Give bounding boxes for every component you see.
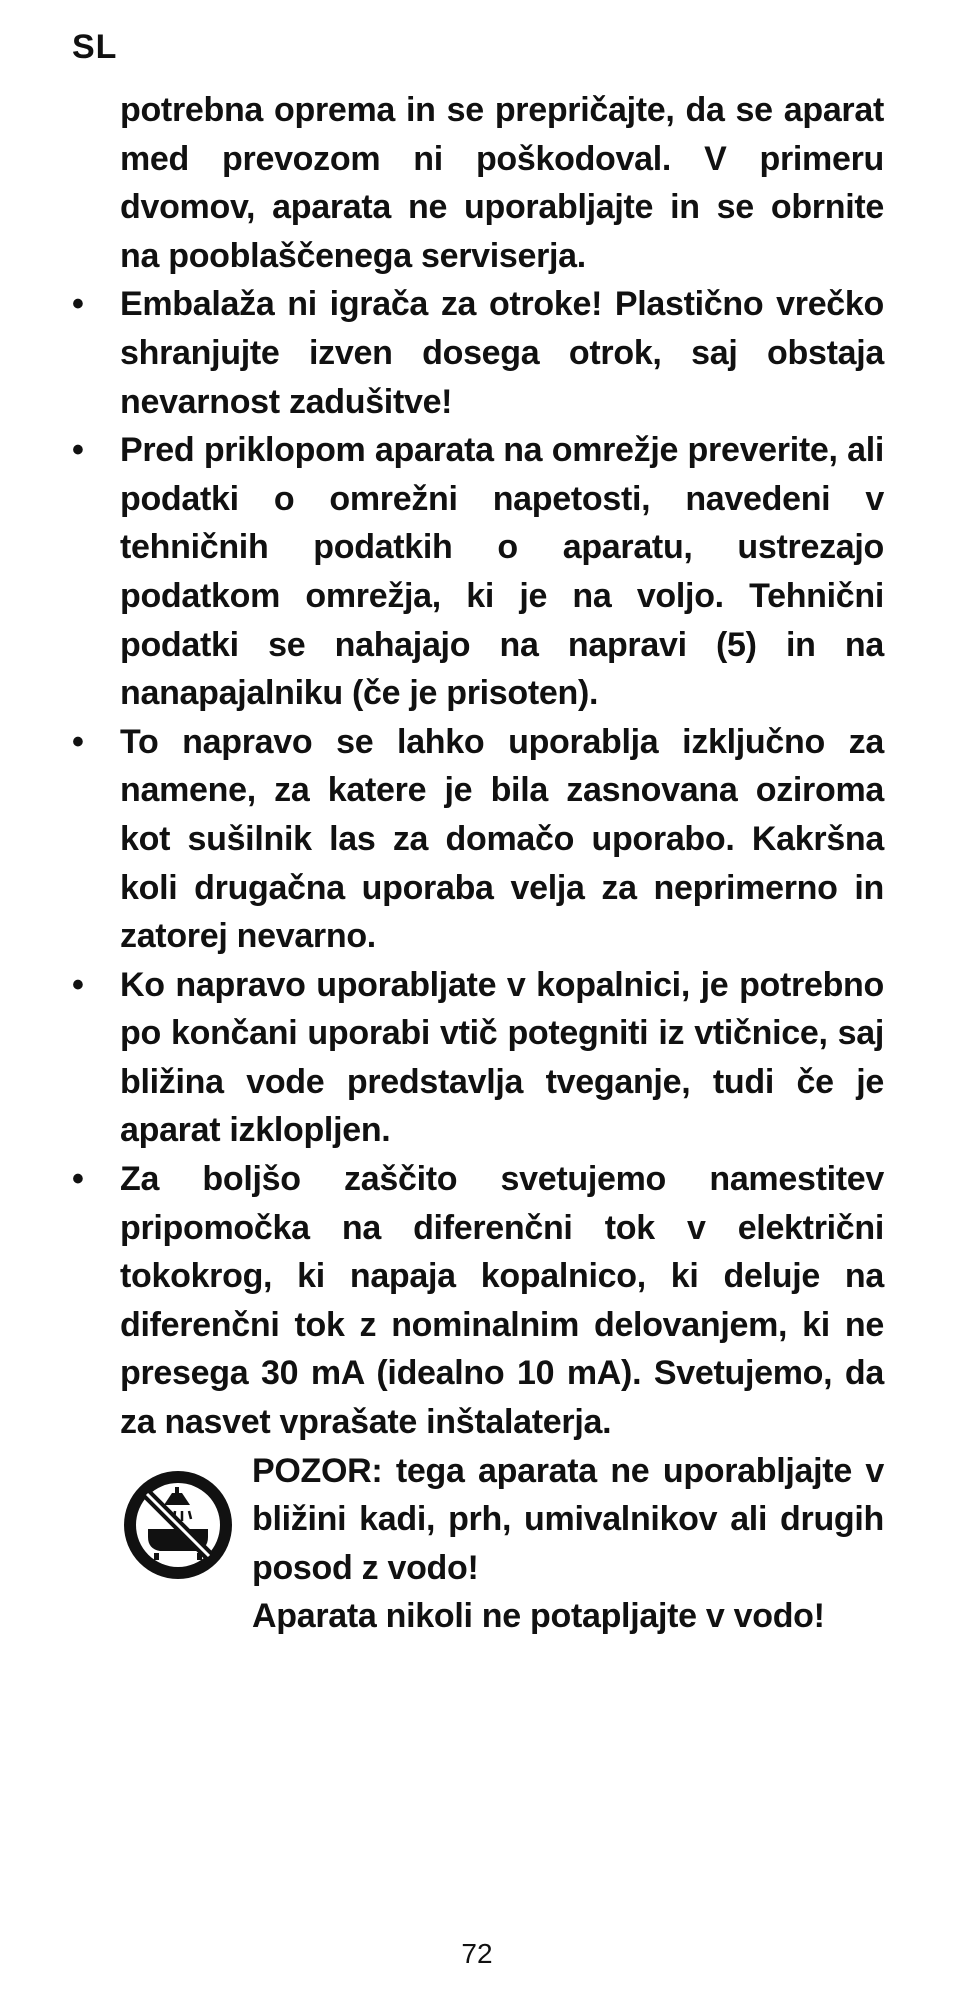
page-number: 72 xyxy=(461,1938,493,1969)
bullet-item xyxy=(72,718,884,961)
bullet-text: To napravo se lahko uporablja izključno za namene, za katere je bila zasnovana oziroma kot sušilnik las za domačo uporabo. Kakršna koli drugačna uporaba velja za neprimerno in zatorej nevarno. xyxy=(120,722,884,956)
warning-text: POZOR: tega aparata ne uporabljajte v bližini kadi, prh, umivalnikov ali drugih posod z vodo! xyxy=(252,1451,884,1587)
bullet-item xyxy=(72,280,884,426)
bullet-marker: • xyxy=(72,1160,84,1199)
bullet-item xyxy=(72,961,884,1155)
bullet-marker: • xyxy=(72,285,84,324)
bullet-item xyxy=(72,426,884,718)
bullet-text: Za boljšo zaščito svetujemo namestitev pripomočka na diferenčni tok v električni tokokrog, ki napaja kopalnico, ki deluje na diferenčni tok z nominalnim delovanjem, ki ne presega 30 mA (idealno 10 mA). Svetujemo, da za nasvet vprašate inštalaterja. xyxy=(120,1160,884,1442)
bullet-marker: • xyxy=(72,965,84,1004)
warning-submerge-text: Aparata nikoli ne potapljajte v vodo! xyxy=(252,1597,825,1636)
bullet-text: Embalaža ni igrača za otroke! Plastično vrečko shranjujte izven dosega otrok, saj obstaja nevarnost zadušitve! xyxy=(120,285,884,421)
bullet-marker: • xyxy=(72,431,84,470)
bullet-text: Ko napravo uporabljate v kopalnici, je potrebno po končani uporabi vtič potegniti iz vtičnice, saj bližina vode predstavlja tveganje, tudi če je aparat izklopljen. xyxy=(120,965,884,1150)
warning-block xyxy=(72,1447,884,1641)
document-body xyxy=(72,86,884,1641)
bullet-text: Pred priklopom aparata na omrežje preverite, ali podatki o omrežni napetosti, navedeni v tehničnih podatkih o aparatu, ustrezajo podatkom omrežja, ki je na voljo. Tehnični podatki se nahajajo na napravi (5) in na nanapajalniku (če je prisoten). xyxy=(120,431,884,713)
no-water-prohibition-icon xyxy=(120,1467,236,1583)
language-code: SL xyxy=(72,28,118,66)
intro-paragraph: potrebna oprema in se prepričajte, da se aparat med prevozom ni poškodoval. V primeru dvomov, aparata ne uporabljajte in se obrnite na pooblaščenega serviserja. xyxy=(120,91,884,275)
bullet-item xyxy=(72,1155,884,1447)
bullet-marker: • xyxy=(72,722,84,761)
